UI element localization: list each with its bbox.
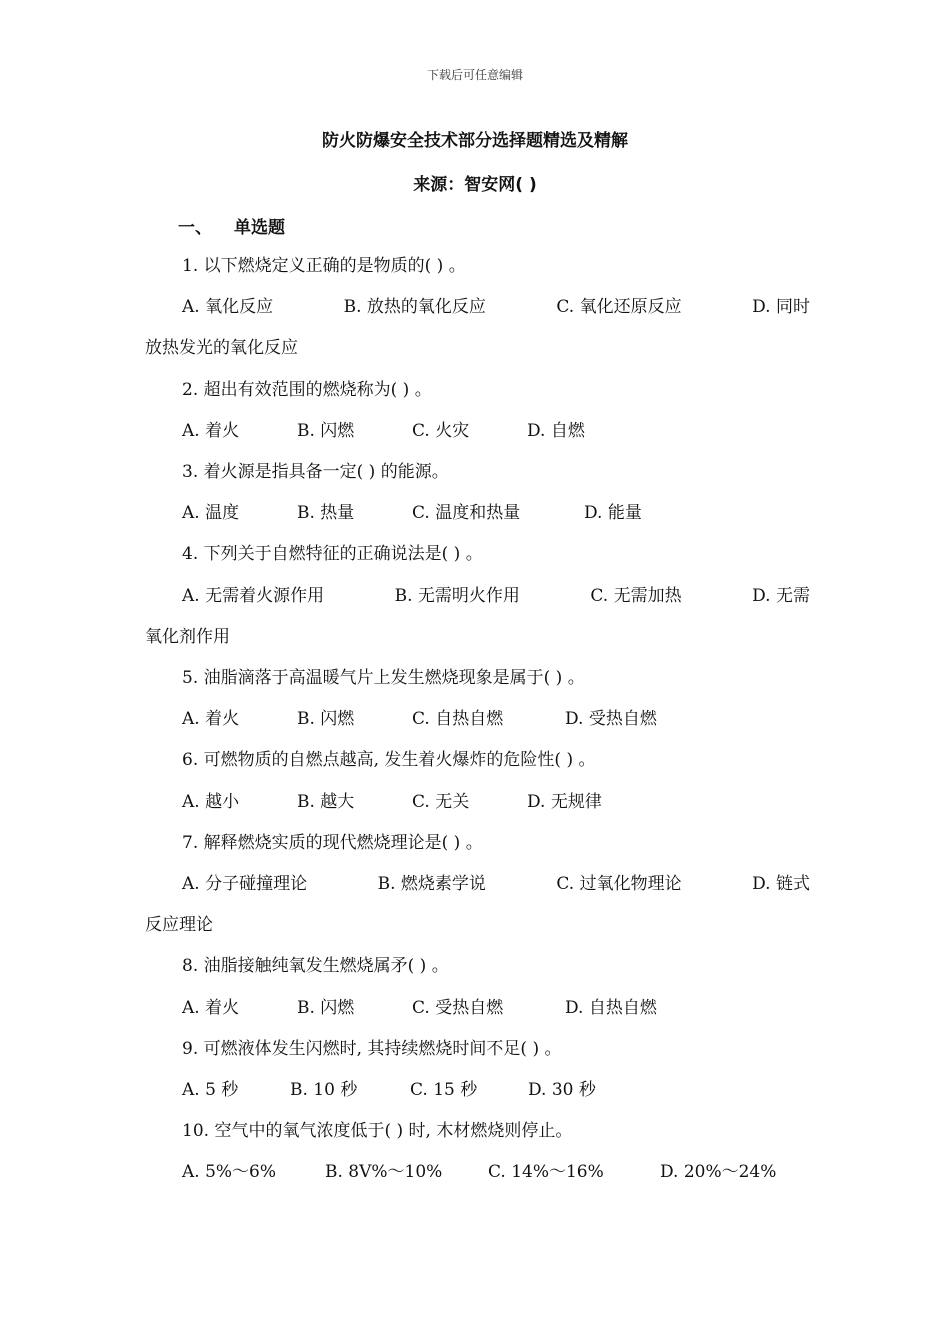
- question-text: 1. 以下燃烧定义正确的是物质的( ) 。: [182, 256, 466, 276]
- option: A. 温度: [182, 503, 240, 524]
- option: C. 火灾: [412, 420, 470, 441]
- option: A. 着火: [182, 997, 240, 1018]
- question-text: 4. 下列关于自燃特征的正确说法是( ) 。: [182, 544, 483, 565]
- option: A. 越小: [182, 791, 240, 812]
- question-text: 6. 可燃物质的自燃点越高, 发生着火爆炸的危险性( ) 。: [182, 750, 596, 771]
- option: D. 无规律: [527, 791, 602, 812]
- question-text: 7. 解释燃烧实质的现代燃烧理论是( ) 。: [182, 832, 483, 853]
- option: B. 放热的氧化反应: [343, 297, 486, 318]
- option: C. 氧化还原反应: [556, 297, 682, 318]
- option: B. 闪燃: [297, 420, 355, 441]
- option: A. 无需着火源作用: [182, 585, 325, 606]
- option: B. 10 秒: [290, 1080, 358, 1101]
- option: D. 同时: [752, 297, 810, 318]
- section-heading: [178, 213, 285, 238]
- option: D. 受热自燃: [565, 709, 657, 730]
- option: C. 14%～16%: [488, 1162, 604, 1183]
- option: C. 无关: [412, 791, 470, 812]
- question-text: 9. 可燃液体发生闪燃时, 其持续燃烧时间不足( ) 。: [182, 1038, 562, 1059]
- option: D. 能量: [584, 503, 642, 524]
- option: A. 着火: [182, 420, 240, 441]
- option: A. 氧化反应: [182, 297, 274, 318]
- option-row: [145, 1070, 810, 1111]
- option: B. 8V%～10%: [325, 1162, 443, 1183]
- option: D. 20%～24%: [660, 1162, 777, 1183]
- option-row: [145, 988, 810, 1029]
- option: C. 受热自燃: [412, 997, 504, 1018]
- option-row: [145, 493, 810, 534]
- option: D. 30 秒: [528, 1080, 596, 1101]
- question-text: 2. 超出有效范围的燃烧称为( ) 。: [182, 379, 432, 400]
- document-title: 防火防爆安全技术部分选择题精选及精解: [322, 131, 628, 151]
- option: A. 分子碰撞理论: [182, 874, 308, 895]
- option: A. 着火: [182, 709, 240, 730]
- option: C. 温度和热量: [412, 503, 521, 524]
- option: B. 闪燃: [297, 997, 355, 1018]
- option-row: [145, 576, 810, 617]
- option: C. 无需加热: [590, 585, 682, 606]
- option: B. 热量: [297, 503, 355, 524]
- option: D. 无需: [752, 585, 810, 606]
- option: B. 闪燃: [297, 709, 355, 730]
- option-row: [145, 782, 810, 823]
- option-continuation: 放热发光的氧化反应: [145, 338, 298, 359]
- document-source: 来源：智安网( ): [413, 175, 537, 195]
- option: B. 无需明火作用: [394, 585, 520, 606]
- option-row: [145, 287, 810, 328]
- option-row: [145, 411, 810, 452]
- option: C. 自热自燃: [412, 709, 504, 730]
- option: A. 5%～6%: [182, 1162, 277, 1183]
- option: D. 自热自燃: [565, 997, 657, 1018]
- option-row: [145, 1152, 810, 1193]
- option: B. 燃烧素学说: [377, 874, 486, 895]
- question-text: 10. 空气中的氧气浓度低于( ) 时, 木材燃烧则停止。: [182, 1121, 573, 1142]
- option-continuation: 氧化剂作用: [145, 626, 230, 647]
- page-header: 下载后可任意编辑: [426, 68, 523, 82]
- option: C. 15 秒: [410, 1080, 478, 1101]
- option: B. 越大: [297, 791, 355, 812]
- question-text: 8. 油脂接触纯氧发生燃烧属矛( ) 。: [182, 956, 449, 977]
- option: D. 链式: [752, 874, 810, 895]
- question-text: 3. 着火源是指具备一定( ) 的能源。: [182, 462, 449, 483]
- section-label: 单选题: [234, 218, 285, 238]
- option-row: [145, 864, 810, 905]
- option: D. 自燃: [527, 420, 585, 441]
- option-row: [145, 699, 810, 740]
- question-list: [145, 246, 810, 1194]
- option: A. 5 秒: [182, 1080, 239, 1101]
- option-continuation: 反应理论: [145, 915, 213, 936]
- option: C. 过氧化物理论: [556, 874, 682, 895]
- section-number: 一、: [178, 218, 212, 238]
- question-text: 5. 油脂滴落于高温暖气片上发生燃烧现象是属于( ) 。: [182, 668, 585, 689]
